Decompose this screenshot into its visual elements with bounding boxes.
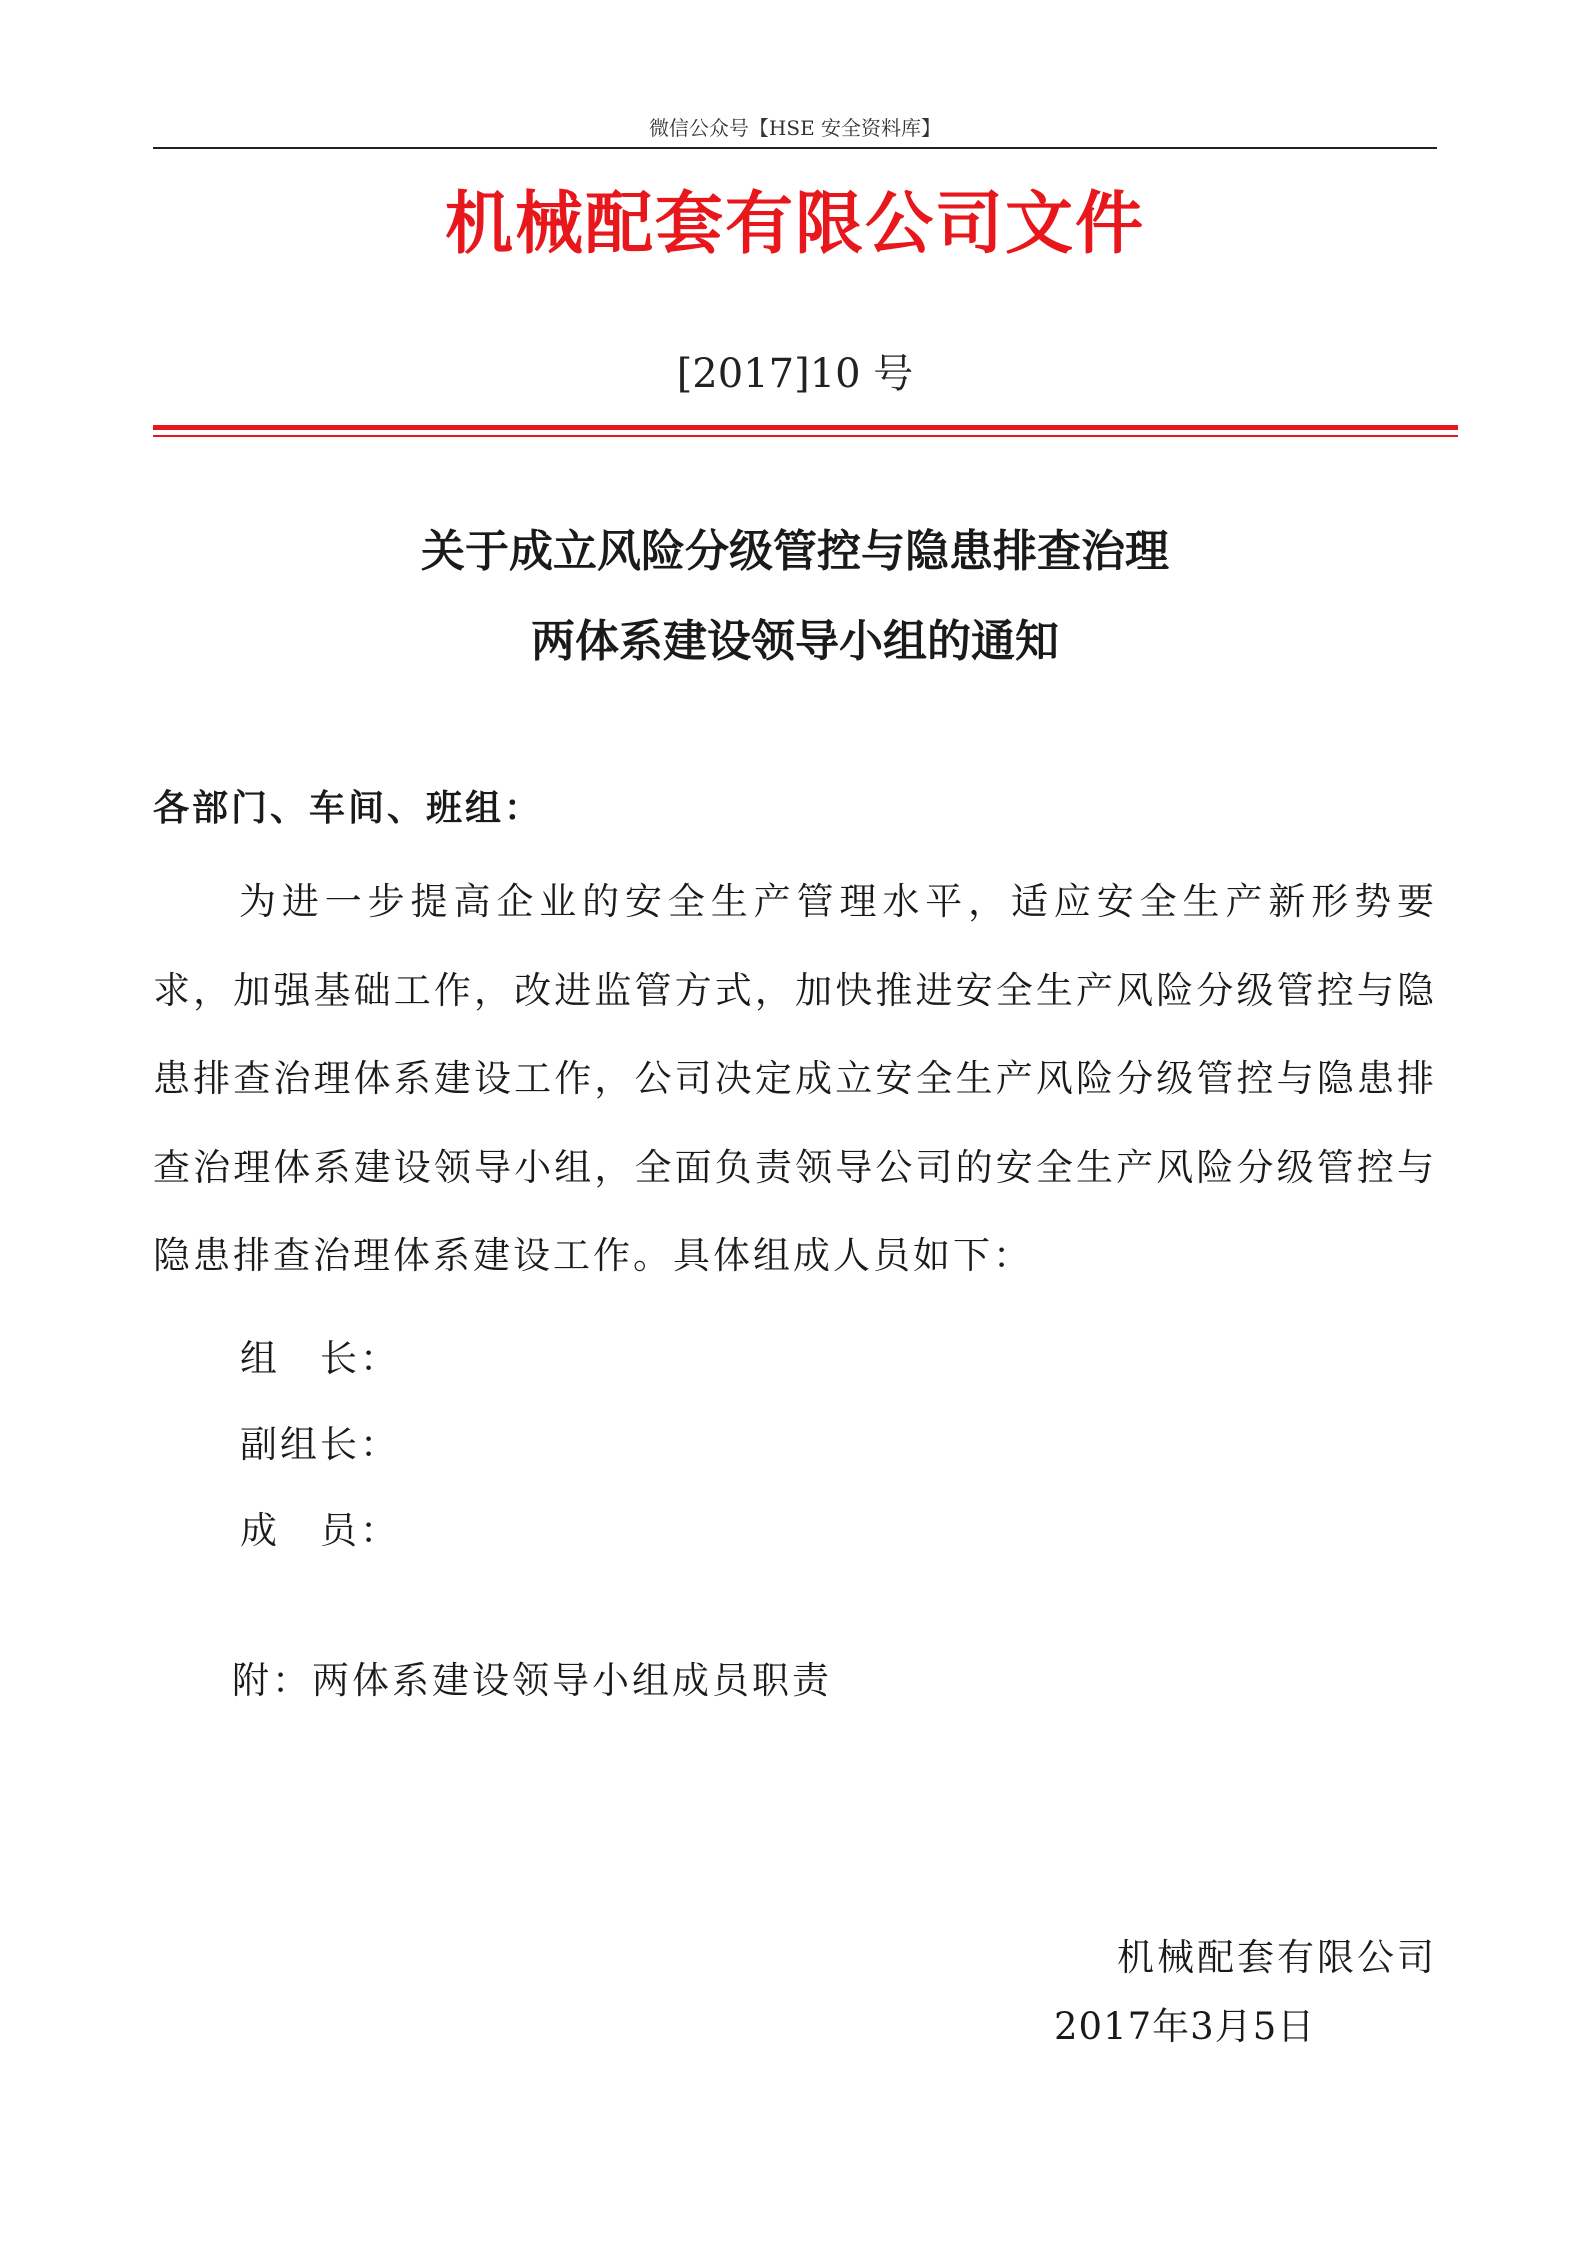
- member-members: 成 员：: [240, 1509, 400, 1552]
- document-number: [2017]10 号: [676, 351, 914, 397]
- notice-title-line-2: 两体系建设领导小组的通知: [531, 616, 1059, 667]
- red-divider-thick: [153, 425, 1458, 430]
- signature-date: 2017年3月5日: [1054, 2005, 1316, 2048]
- header-note: 微信公众号【HSE 安全资料库】: [648, 116, 942, 140]
- attachment-note: 附：两体系建设领导小组成员职责: [232, 1659, 832, 1702]
- signature-organization: 机械配套有限公司: [1117, 1936, 1437, 1979]
- document-title: 机械配套有限公司文件: [444, 184, 1145, 264]
- red-divider-thin: [153, 435, 1458, 437]
- member-leader: 组 长：: [240, 1337, 400, 1380]
- salutation: 各部门、车间、班组：: [153, 787, 544, 829]
- member-deputy-leader: 副组长：: [240, 1423, 400, 1466]
- body-paragraph: 为进一步提高企业的安全生产管理水平，适应安全生产新形势要求，加强基础工作，改进监管方式，加快推进安全生产风险分级管控与隐患排查治理体系建设工作，公司决定成立安全生产风险分级管控与隐患排查治理体系建设领导小组，全面负责领导公司的安全生产风险分级管控与隐患排查治理体系建设工作。具体组成人员如下：: [153, 880, 1437, 1277]
- notice-title-line-1: 关于成立风险分级管控与隐患排查治理: [421, 526, 1169, 577]
- header-divider: [153, 147, 1437, 149]
